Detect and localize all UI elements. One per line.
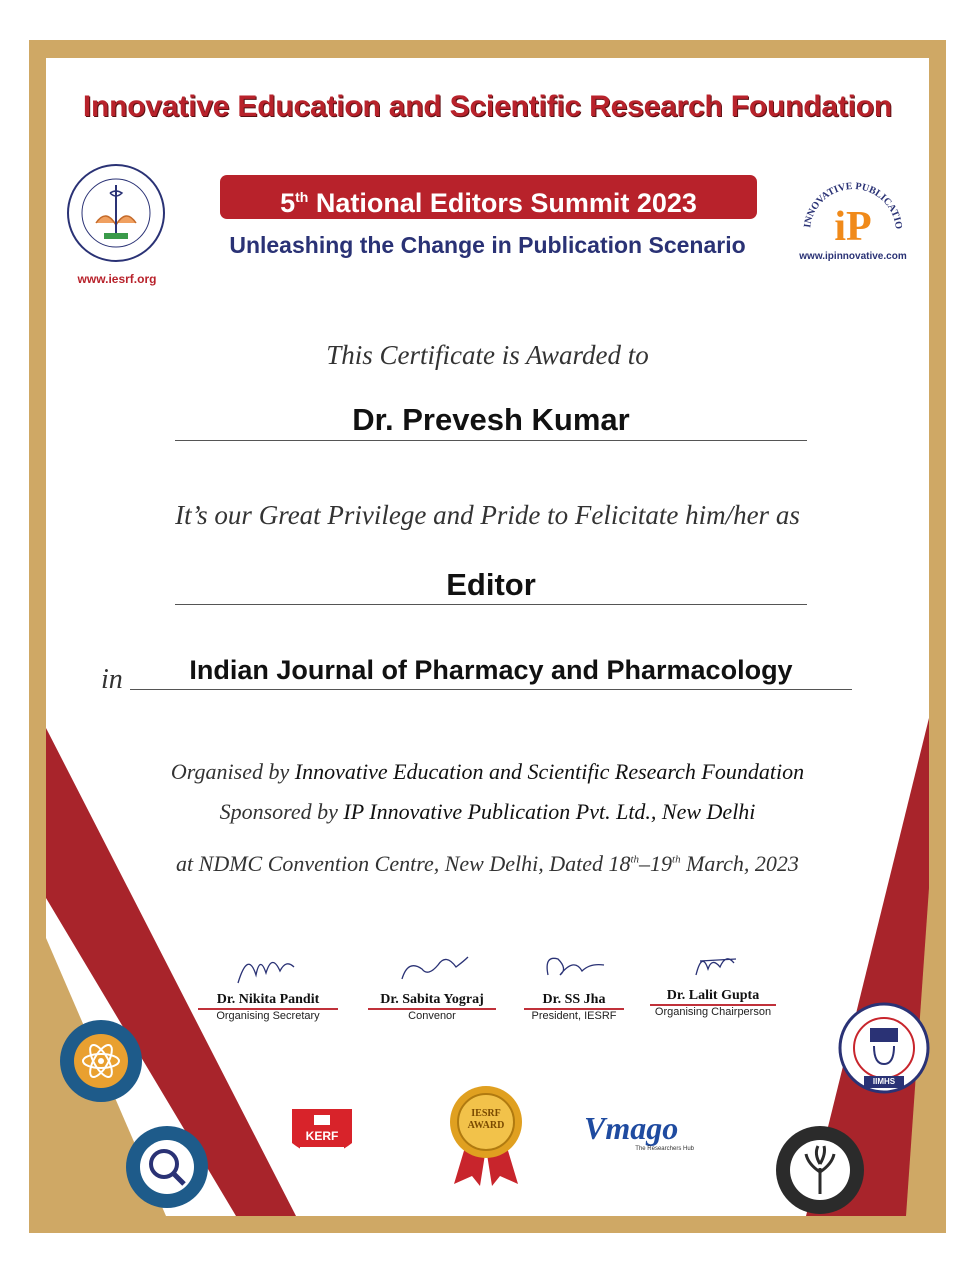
felicitate-text: It’s our Great Privilege and Pride to Felicitate him/her as (175, 500, 800, 530)
iimhs-label: IIMHS (872, 1077, 896, 1086)
sponsor-name: IP Innovative Publication Pvt. Ltd., New Delhi (343, 799, 756, 824)
svg-text:iP: iP (834, 204, 872, 250)
venue-prefix: at NDMC Convention Centre, New Delhi, Dated 18 (176, 851, 631, 876)
award-line-1: IESRF (471, 1108, 501, 1119)
signatory-2 (368, 945, 496, 1022)
summit-title: National Editors Summit 2023 (308, 188, 697, 218)
recipient-name: Dr. Prevesh Kumar (352, 402, 630, 437)
award-line-2: AWARD (467, 1120, 505, 1131)
summit-tagline: Unleashing the Change in Publication Scenario (229, 232, 746, 258)
signatory-name: Dr. Sabita Yograj (380, 992, 484, 1007)
horf-logo (774, 1124, 866, 1216)
signature-2 (368, 945, 496, 987)
foundation-title: Innovative Education and Scientific Research Foundation (82, 90, 893, 123)
recipient-underline (175, 440, 807, 441)
ip-url[interactable]: www.ipinnovative.com (799, 251, 907, 262)
venue-date-line (0, 851, 975, 877)
signatory-role: President, IESRF (531, 1010, 617, 1022)
kerf-label: KERF (305, 1129, 339, 1143)
vmago-logo (584, 1110, 702, 1158)
ip-logo (798, 172, 908, 252)
signatory-4 (650, 945, 776, 1018)
src-logo (124, 1124, 210, 1210)
signatory-3 (524, 945, 624, 1022)
journal-name: Indian Journal of Pharmacy and Pharmacology (189, 655, 793, 685)
signatory-name: Dr. Lalit Gupta (666, 988, 760, 1003)
signatory-role: Organising Secretary (216, 1010, 320, 1022)
signatory-role: Organising Chairperson (654, 1006, 772, 1018)
role-underline (175, 604, 807, 605)
organised-by-line (0, 759, 975, 785)
sponsored-prefix: Sponsored by (219, 799, 344, 824)
summit-number: 5 (280, 188, 296, 218)
soad-logo (58, 1018, 144, 1104)
organised-prefix: Organised by (170, 759, 295, 784)
organiser-name: Innovative Education and Scientific Research Foundation (294, 759, 805, 784)
signatory-name: Dr. Nikita Pandit (216, 992, 320, 1007)
signatory-name: Dr. SS Jha (542, 992, 606, 1007)
journal-underline (130, 689, 852, 690)
in-label: in (101, 664, 123, 695)
summit-banner (220, 175, 757, 219)
signature-4 (650, 945, 776, 983)
iesrf-url[interactable]: www.iesrf.org (77, 272, 157, 286)
signature-3 (524, 945, 624, 987)
summit-sup: th (295, 189, 309, 205)
date-sup-1: th (630, 853, 640, 866)
vmago-subtitle: The Researchers Hub (635, 1146, 694, 1152)
signatory-role: Convenor (408, 1010, 456, 1022)
signature-1 (198, 945, 338, 987)
date-mid: –19 (639, 851, 673, 876)
kerf-logo (286, 1105, 358, 1167)
svg-text:INNOVATIVE PUBLICATION: INNOVATIVE PUBLICATIO (802, 180, 905, 230)
role-title: Editor (446, 567, 536, 602)
date-suffix: March, 2023 (680, 851, 799, 876)
sponsored-by-line (0, 799, 975, 825)
date-sup-2: th (672, 853, 681, 866)
signatory-1 (198, 945, 338, 1022)
awarded-to-text: This Certificate is Awarded to (326, 340, 649, 370)
vmago-wordmark: Vmago (584, 1110, 679, 1146)
iimhs-logo (838, 1002, 930, 1094)
award-text (446, 1108, 526, 1132)
iesrf-award-medal (446, 1084, 526, 1188)
